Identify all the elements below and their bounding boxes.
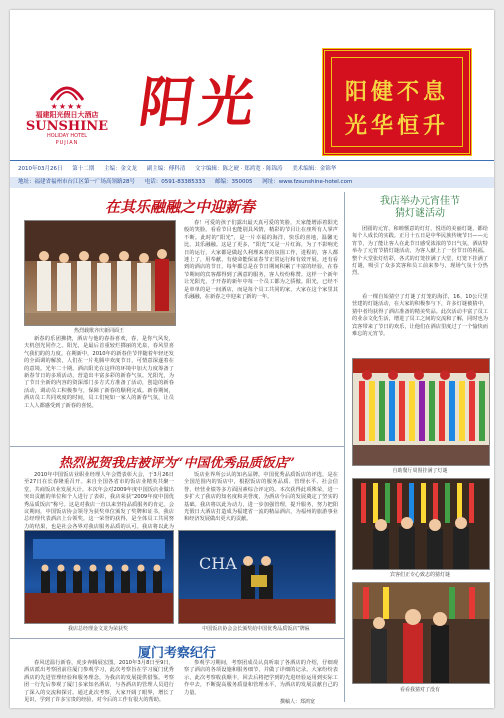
article3-author: 撰稿人：郑鸿宽	[280, 699, 316, 705]
section-divider-2	[10, 638, 344, 639]
address-bar	[10, 177, 494, 188]
section-divider-1	[10, 446, 344, 447]
website-link[interactable]: 网址：www.fzsunshine-hotel.com	[262, 179, 353, 185]
article4-caption-3: 看看我猜对了没有	[399, 687, 440, 693]
text-editor: 文字编辑：陈之琥 · 郑鸿宽 · 陈锦涛	[195, 166, 283, 172]
deputy-editor: 副主编：傅科清	[146, 166, 186, 172]
chief-editor: 主编：金文龙	[104, 166, 138, 172]
issue-date: 2010年03月26日	[18, 166, 63, 172]
article4-photo-3	[352, 582, 490, 684]
article4-photo-1	[352, 358, 490, 466]
newspaper-page	[10, 10, 494, 708]
postcode-text: 邮编：350005	[215, 179, 253, 185]
slogan-seal	[322, 48, 472, 156]
guests-reading-riddles-image	[353, 479, 489, 569]
article2-photo-2	[178, 530, 336, 624]
article4-photo-2	[352, 478, 490, 570]
article3-text: 春风送温行新春，虎步奔腾展宏图。2010年3月8日至9日，酒店派出考察团前往厦门参观学习，此次考察旨在学习厦门优秀酒店的先进管理经验和服务理念，为我店的发展提供借鉴。考察团一行先后参观了厦门多家知名酒店，与各酒店的管理人员进行了深入的交流和探讨。通过此次考察，大家开阔了眼界，增长了见识，学到了许多宝贵的经验，对今后的工作有很大的帮助。	[24, 660, 174, 704]
staff-group-image	[25, 221, 175, 325]
logo-stars: ★★★★	[50, 102, 84, 111]
lantern-riddles-hall-image	[353, 359, 489, 465]
article4-caption-2: 宾客们正专心致志的猜灯谜	[389, 572, 450, 578]
art-editor: 美术编辑：金锦华	[292, 166, 337, 172]
article2-title: 热烈祝贺我店被评为“中国优秀品质饭店”	[59, 456, 295, 471]
article4-caption-1: 自助餐厅周围挂满了灯谜	[392, 468, 448, 474]
seal-line-1: 阳健不息	[344, 79, 449, 105]
article2-text-continued: 饭店业界所公认的知名品牌。中国优秀品质饭店的评选，是在全国范围内的饭店中，根据饭店的服务品质、管理水平、社会信誉、经营业绩等多方面因素综合评定的。本次获得此项殊荣，进一步扩大了我店的知名度和美誉度，为酒店今后的发展奠定了坚实的基础。我店将以此为动力，进一步加强管理，提升服务，努力把阳光假日大酒店打造成为福建省一流的精品酒店，为福州的旅游事业和经济发展做出更大的贡献。	[184, 472, 338, 523]
article1-caption: 热烈载歌齐庆新同面王	[73, 328, 124, 334]
article1-text: 新春的乐团拂挠，酒店与他的春眷喜欢，春，是你气风发，夫机创光同作之。阳光，是最后首重较烂掷丽的光泉，春风里喜气我们的的力度。在期新中，2010年的新春佳节伴随着年轻还发的全面调的解放，人们在一片兆腾中欢度节日，可情意深遂着在的意境。光年二十期。酒店阳光在这样的环境中加大力度筹备了新春节日的多项活动，营造出丰富多彩的新春气氛。光阳光，为了节日全新的内容的资深部门多方式方准备了活动，创造的新春活动，调动员工积极参与，保障了新春的顺利完成。新春期间，酒店员工共同欢度的时间，员工们宛如一家人的新春气氛，让员工人人都感受到了新春的喜悦。	[24, 336, 174, 409]
article4-title	[350, 196, 490, 220]
article3-text-continued: 参观学习期间，考察团成员认真听取了各酒店的介绍，仔细观察了酒店的各项设施和服务细节，并做了详细的记录。大家纷纷表示，此次考察收获颇丰，回去后将把学到的先进经验运用到实际工作中去，不断提高服务质量和管理水平，为酒店的发展贡献自己的力量。	[184, 660, 338, 696]
article1-photo	[24, 220, 176, 326]
article2-text: 2010年中国饭店业职业经理人年会暨表彰大会，于3月26日至27日在长春隆重召开。来自全国各省市的饭店业精英共聚一堂，共商饭店业发展大计。本次年会对2009年度中国饭店业做出突出贡献的单位和个人进行了表彰，我店荣获“2009年度中国优秀品质饭店”称号。这是对我店一直以来坚持品质服务的肯定。会议期间，中国饭店协会领导为获奖单位颁发了奖牌和证书，我店总经理代表酒店上台领奖。这一荣誉的获得，是全体员工共同努力的结果，也是社会各界对我店服务品质的认可。我店将以此为	[24, 472, 174, 530]
article3-title: 厦门考察纪行	[137, 646, 216, 661]
article1-text-continued: 春！可爱的孩子们露出最天真可爱的笑脸，天家能增添着阳光般的笑脸。看看节目也能别具风情，精彩的节目让在座所有人掌声不断。此时的“阳光”，是一片幸福的海洋，快乐的喜地，温馨无比，其乐融融。这是了更多，“阳光”又是一片红海，为了不影响光日的运行，大家都是做起久利理来喜的氛围工作，进程的，客人都迷上了，用奉献、有使命能保证春节正常运行和有效开展。还有看到的酒店的节日，每年都总是在节日期间积累了丰富的经验，在春节期间的宾客都得到了满意的服务，客人纷纷称赞。这样一个新年让光阳光，于开春的新年中每一个员工都为之骄傲。阳光，已经不是单单的是一间酒店，而是每个员工共同的家，大家在这个家里其乐融融，在新春之中迎来了新的一年。	[184, 220, 338, 301]
logo-name-cn: 福建阳光假日大酒店	[35, 111, 99, 119]
article4-title-line2: 猜灯谜活动	[395, 208, 445, 219]
article2-photo-1	[24, 530, 174, 624]
logo-pinyin: PUJIAN	[55, 140, 79, 146]
article4-text-continued: 看一棵自始猜空了灯谜了灯笼的海洋，16、10公尺里营建的灯谜活动，在大家的积极参与下，许多灯谜被猜中，猜中者均获得了酒店准备的精美奖品。此次活动丰富了员工的业余文化生活，增进了员工之间的交流和了解，同时也为宾客带来了节日的欢乐，让他们在酒店里度过了一个愉快而难忘的元宵节。	[352, 294, 488, 338]
issue-meta-bar	[10, 160, 494, 178]
address-text: 地址：福建省福州市台江区第一广场高领路28号	[18, 179, 136, 185]
article4-text: 团圆的元宵，和睦惬意的灯灯，悦语的美丽灯谜，都给每个人成长的实践。正月十五日是中华民族传统节日——元宵节，为了能让客人在此节日感受浓浓的节日气氛，酒店特举办了元宵节猜灯谜活动，为客人献上了一份节日的祝福。整个大堂张灯结彩，各式的灯笼挂满了大堂，灯笼下挂满了灯谜，吸引了众多宾客和员工前来参与，现场气氛十分热烈。	[352, 226, 488, 277]
column-divider	[344, 192, 345, 702]
backdrop-logo-mark: CHA	[199, 554, 237, 573]
hotel-logo	[18, 80, 116, 152]
article1-title: 在其乐融融之中迎新春	[104, 198, 255, 216]
issue-number: 第十二期	[72, 166, 95, 172]
article2-caption-1: 我店总经理金文龙为荣获奖	[67, 626, 128, 632]
sun-logo-icon	[47, 80, 87, 102]
award-ceremony-image	[25, 531, 173, 623]
plaque-presentation-image	[179, 531, 335, 623]
logo-name-en: SUNSHINE	[25, 119, 109, 134]
phone-text: 电话：0591-83385333	[144, 179, 206, 185]
article4-title-line1: 我店举办元宵佳节	[380, 196, 460, 207]
logo-sub-en: HOLIDAY HOTEL	[46, 133, 88, 139]
masthead-title: 阳光	[135, 70, 265, 134]
guests-checking-answers-image	[353, 583, 489, 683]
article2-caption-2: 中国饭店协会会长颁奖给中国优秀品质饭店”牌匾	[202, 626, 310, 632]
seal-line-2: 光华恒升	[344, 113, 449, 139]
